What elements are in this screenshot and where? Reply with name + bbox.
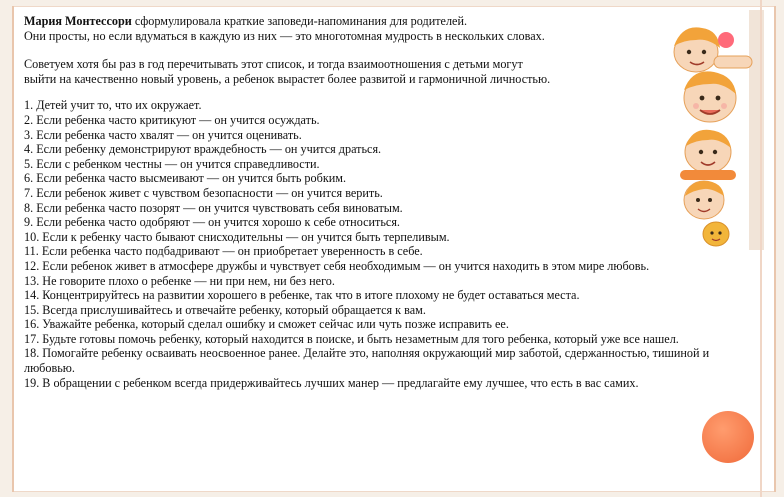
- author-name: Мария Монтессори: [24, 14, 132, 28]
- child-face-icon: [684, 181, 724, 219]
- page-edge-line: [760, 0, 762, 497]
- list-item: 15. Всегда прислушивайтесь и отвечайте ребенку, который обращается к вам.: [24, 302, 426, 317]
- list-item: 18. Помогайте ребенку осваивать неосвоенное ранее. Делайте это, наполняя окружающий мир заботой, сдержанностью, тишиной и любовью.: [24, 346, 710, 376]
- intro-line-2: Они просты, но если вдуматься в каждую из них — это многотомная мудрость в нескольких словах.: [24, 28, 545, 43]
- list-item: 1. Детей учит то, что их окружает.: [24, 98, 202, 113]
- list-item: 7. Если ребенок живет с чувством безопасности — он учится верить.: [24, 185, 383, 200]
- list-item: 14. Концентрируйтесь на развитии хорошего в ребенке, так что в итоге плохому не будет оставаться места.: [24, 288, 580, 303]
- advice-line-1: Советуем хотя бы раз в год перечитывать этот список, и тогда взаимоотношения с детьми могут: [24, 57, 523, 72]
- list-item: 3. Если ребенка часто хвалят — он учится оценивать.: [24, 127, 302, 142]
- list-item: 6. Если ребенка часто высмеивают — он учится быть робким.: [24, 171, 347, 186]
- list-item: 10. Если к ребенку часто бывают снисходительны — он учится быть терпеливым.: [24, 229, 450, 244]
- list-item: 13. Не говорите плохо о ребенке — ни при нем, ни без него.: [24, 273, 335, 288]
- list-item: 5. Если с ребенком честны — он учится справедливости.: [24, 156, 320, 171]
- child-face-icon: [703, 222, 729, 246]
- child-face-icon: [684, 71, 736, 122]
- list-item: 19. В обращении с ребенком всегда придерживайтесь лучших манер — предлагайте ему лучшее, что есть в вас самих.: [24, 375, 639, 390]
- list-item: 16. Уважайте ребенка, который сделал ошибку и сможет сейчас или чуть позже исправить ее.: [24, 317, 509, 332]
- advice-line-2: выйти на качественно новый уровень, а ребенок вырастет более развитой и гармоничной личностью.: [24, 71, 551, 86]
- list-item: 2. Если ребенка часто критикуют — он учится осуждать.: [24, 112, 320, 127]
- text-body: [24, 14, 760, 390]
- decorative-orange-circle: [702, 411, 754, 463]
- child-face-icon: [674, 27, 752, 72]
- intro-line-1-rest: сформулировала краткие заповеди-напоминания для родителей.: [131, 14, 468, 28]
- list-item: 12. Если ребенок живет в атмосфере дружбы и чувствует себя необходимым — он учится находить в этом мире любовь.: [24, 258, 650, 273]
- cartoon-children-peeking-icon: [654, 10, 764, 250]
- slide: [12, 6, 776, 492]
- list-item: 9. Если ребенка часто одобряют — он учится хорошо к себе относиться.: [24, 215, 400, 230]
- list-item: 4. Если ребенку демонстрируют враждебность — он учится драться.: [24, 142, 382, 157]
- list-item: 8. Если ребенка часто позорят — он учится чувствовать себя виноватым.: [24, 200, 403, 215]
- commandments-list: [24, 98, 760, 390]
- list-item: 17. Будьте готовы помочь ребенку, который находится в поиске, и быть незаметным для того ребенка, который уже все нашел.: [24, 331, 679, 346]
- child-face-icon: [680, 130, 736, 180]
- list-item: 11. Если ребенка часто подбадривают — он приобретает уверенность в себе.: [24, 244, 423, 259]
- intro-line-1: [24, 14, 760, 29]
